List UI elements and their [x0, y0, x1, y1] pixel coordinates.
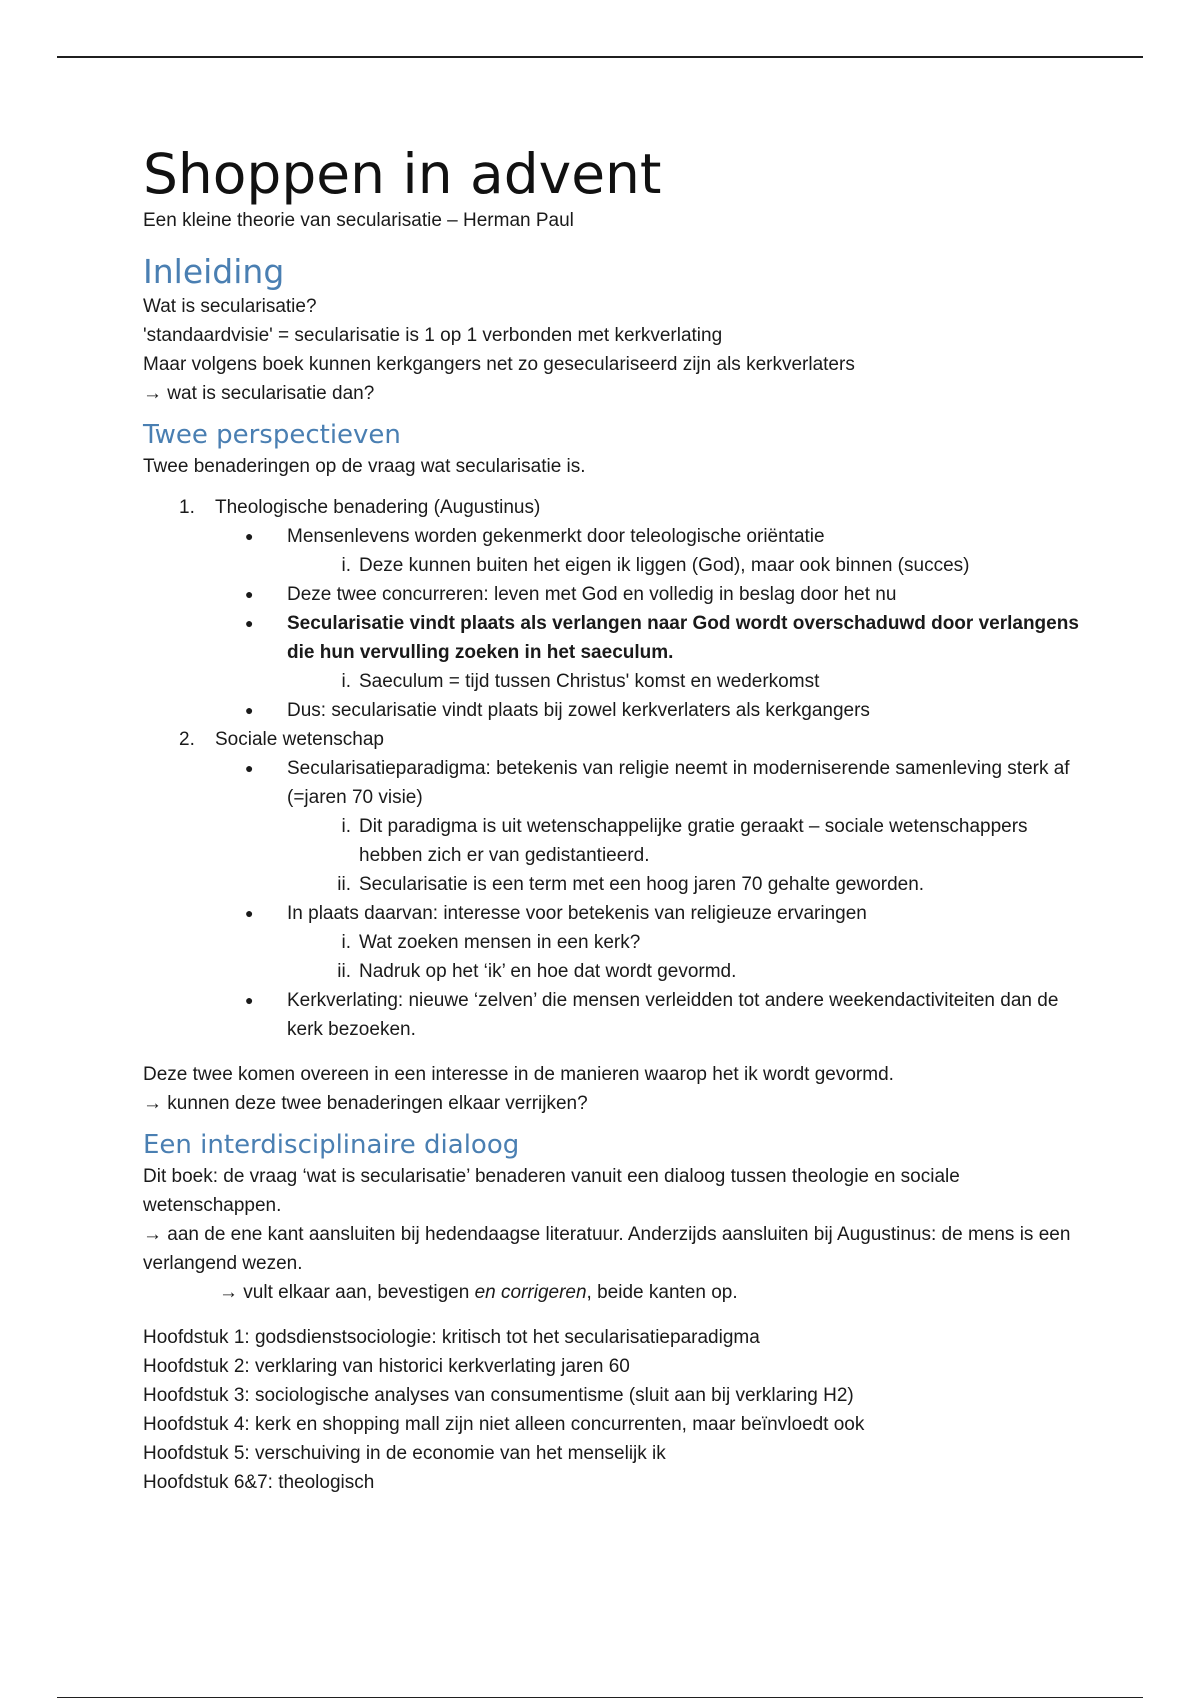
bullet-icon: ● [245, 760, 254, 776]
closing-line: → kunnen deze twee benaderingen elkaar verrijken? [143, 1093, 588, 1114]
sub-text: Deze kunnen buiten het eigen ik liggen (God), maar ook binnen (succes) [359, 555, 970, 576]
heading-inleiding: Inleiding [143, 252, 285, 291]
chapter-line: Hoofdstuk 5: verschuiving in de economie van het menselijk ik [143, 1443, 666, 1464]
sub-text: Saeculum = tijd tussen Christus' komst en wederkomst [359, 671, 820, 692]
dialoog-paragraph: → aan de ene kant aansluiten bij hedendaagse literatuur. Anderzijds aansluiten bij Augustinus: de mens is een verlangend wezen. [143, 1224, 1071, 1274]
perspective-label: Theologische benadering (Augustinus) [215, 497, 541, 518]
sub-list [287, 551, 1083, 580]
top-rule [57, 56, 1143, 58]
sub-text: Secularisatie is een term met een hoog jaren 70 gehalte geworden. [359, 874, 925, 895]
bullet-text: Secularisatie vindt plaats als verlangen naar God wordt overschaduwd door verlangens die hun vervulling zoeken in het saeculum. [287, 613, 1079, 663]
heading-twee-perspectieven: Twee perspectieven [143, 420, 401, 450]
chapter-line: Hoofdstuk 2: verklaring van historici kerkverlating jaren 60 [143, 1356, 630, 1377]
dialoog-indented-line [143, 1278, 1083, 1307]
bullet-icon: ● [245, 992, 254, 1008]
dialoog-text-b: , beide kanten op. [586, 1282, 738, 1303]
bullet-icon: ● [245, 586, 254, 602]
chapter-line: Hoofdstuk 4: kerk en shopping mall zijn niet alleen concurrenten, maar beïnvloedt ook [143, 1414, 865, 1435]
bullet-item [215, 609, 1083, 696]
bullet-item [215, 696, 1083, 725]
bullet-item [215, 522, 1083, 580]
perspective-item [143, 725, 1083, 1044]
list-number: 1. [179, 497, 195, 518]
bullet-text: Dus: secularisatie vindt plaats bij zowel kerkverlaters als kerkgangers [287, 700, 870, 721]
bullet-icon: ● [245, 905, 254, 921]
bullet-text: In plaats daarvan: interesse voor betekenis van religieuze ervaringen [287, 903, 867, 924]
perspectieven-intro: Twee benaderingen op de vraag wat secularisatie is. [143, 456, 586, 477]
roman-number: i. [341, 816, 351, 837]
bullet-item [215, 986, 1083, 1044]
bullet-list [215, 754, 1083, 1044]
page-subtitle: Een kleine theorie van secularisatie – Herman Paul [143, 210, 574, 231]
inleiding-line: 'standaardvisie' = secularisatie is 1 op 1 verbonden met kerkverlating [143, 325, 723, 346]
bullet-icon: ● [245, 702, 254, 718]
bullet-icon: ● [245, 615, 254, 631]
inleiding-line: Wat is secularisatie? [143, 296, 317, 317]
perspectives-list [143, 493, 1083, 1044]
bullet-icon: ● [245, 528, 254, 544]
sub-list [287, 812, 1083, 899]
dialoog-emphasis: en corrigeren [474, 1282, 587, 1303]
closing-line: Deze twee komen overeen in een interesse in de manieren waarop het ik wordt gevormd. [143, 1064, 894, 1085]
sub-item [287, 870, 1083, 899]
roman-number: i. [341, 671, 351, 692]
roman-number: ii. [337, 874, 351, 895]
bottom-rule [57, 1697, 1143, 1698]
sub-text: Dit paradigma is uit wetenschappelijke gratie geraakt – sociale wetenschappers hebben zich er van gedistantieerd. [359, 816, 1028, 866]
sub-list [287, 928, 1083, 986]
perspective-item [143, 493, 1083, 725]
inleiding-line: → wat is secularisatie dan? [143, 383, 375, 404]
bullet-item [215, 899, 1083, 986]
sub-text: Wat zoeken mensen in een kerk? [359, 932, 641, 953]
sub-item [287, 928, 1083, 957]
sub-list [287, 667, 1083, 696]
sub-item [287, 667, 1083, 696]
chapter-line: Hoofdstuk 6&7: theologisch [143, 1472, 375, 1493]
document-body [143, 140, 1083, 1497]
bullet-text: Deze twee concurreren: leven met God en volledig in beslag door het nu [287, 584, 897, 605]
roman-number: ii. [337, 961, 351, 982]
page-title: Shoppen in advent [143, 142, 662, 206]
list-number: 2. [179, 729, 195, 750]
sub-item [287, 551, 1083, 580]
roman-number: i. [341, 555, 351, 576]
perspective-label: Sociale wetenschap [215, 729, 384, 750]
roman-number: i. [341, 932, 351, 953]
chapter-line: Hoofdstuk 1: godsdienstsociologie: kritisch tot het secularisatieparadigma [143, 1327, 760, 1348]
sub-item [287, 812, 1083, 870]
dialoog-text-a: → vult elkaar aan, bevestigen [219, 1282, 475, 1303]
inleiding-line: Maar volgens boek kunnen kerkgangers net zo geseculariseerd zijn als kerkverlaters [143, 354, 855, 375]
sub-text: Nadruk op het ‘ik’ en hoe dat wordt gevormd. [359, 961, 737, 982]
bullet-list [215, 522, 1083, 725]
bullet-item [215, 580, 1083, 609]
dialoog-paragraph: Dit boek: de vraag ‘wat is secularisatie’ benaderen vanuit een dialoog tussen theologie en sociale wetenschappen. [143, 1166, 960, 1216]
bullet-text: Mensenlevens worden gekenmerkt door teleologische oriëntatie [287, 526, 825, 547]
heading-interdisciplinaire-dialoog: Een interdisciplinaire dialoog [143, 1130, 520, 1160]
bullet-text: Kerkverlating: nieuwe ‘zelven’ die mensen verleidden tot andere weekendactiviteiten dan de kerk bezoeken. [287, 990, 1059, 1040]
bullet-text: Secularisatieparadigma: betekenis van religie neemt in moderniserende samenleving sterk af (=jaren 70 visie) [287, 758, 1070, 808]
bullet-item [215, 754, 1083, 899]
sub-item [287, 957, 1083, 986]
chapter-line: Hoofdstuk 3: sociologische analyses van consumentisme (sluit aan bij verklaring H2) [143, 1385, 854, 1406]
